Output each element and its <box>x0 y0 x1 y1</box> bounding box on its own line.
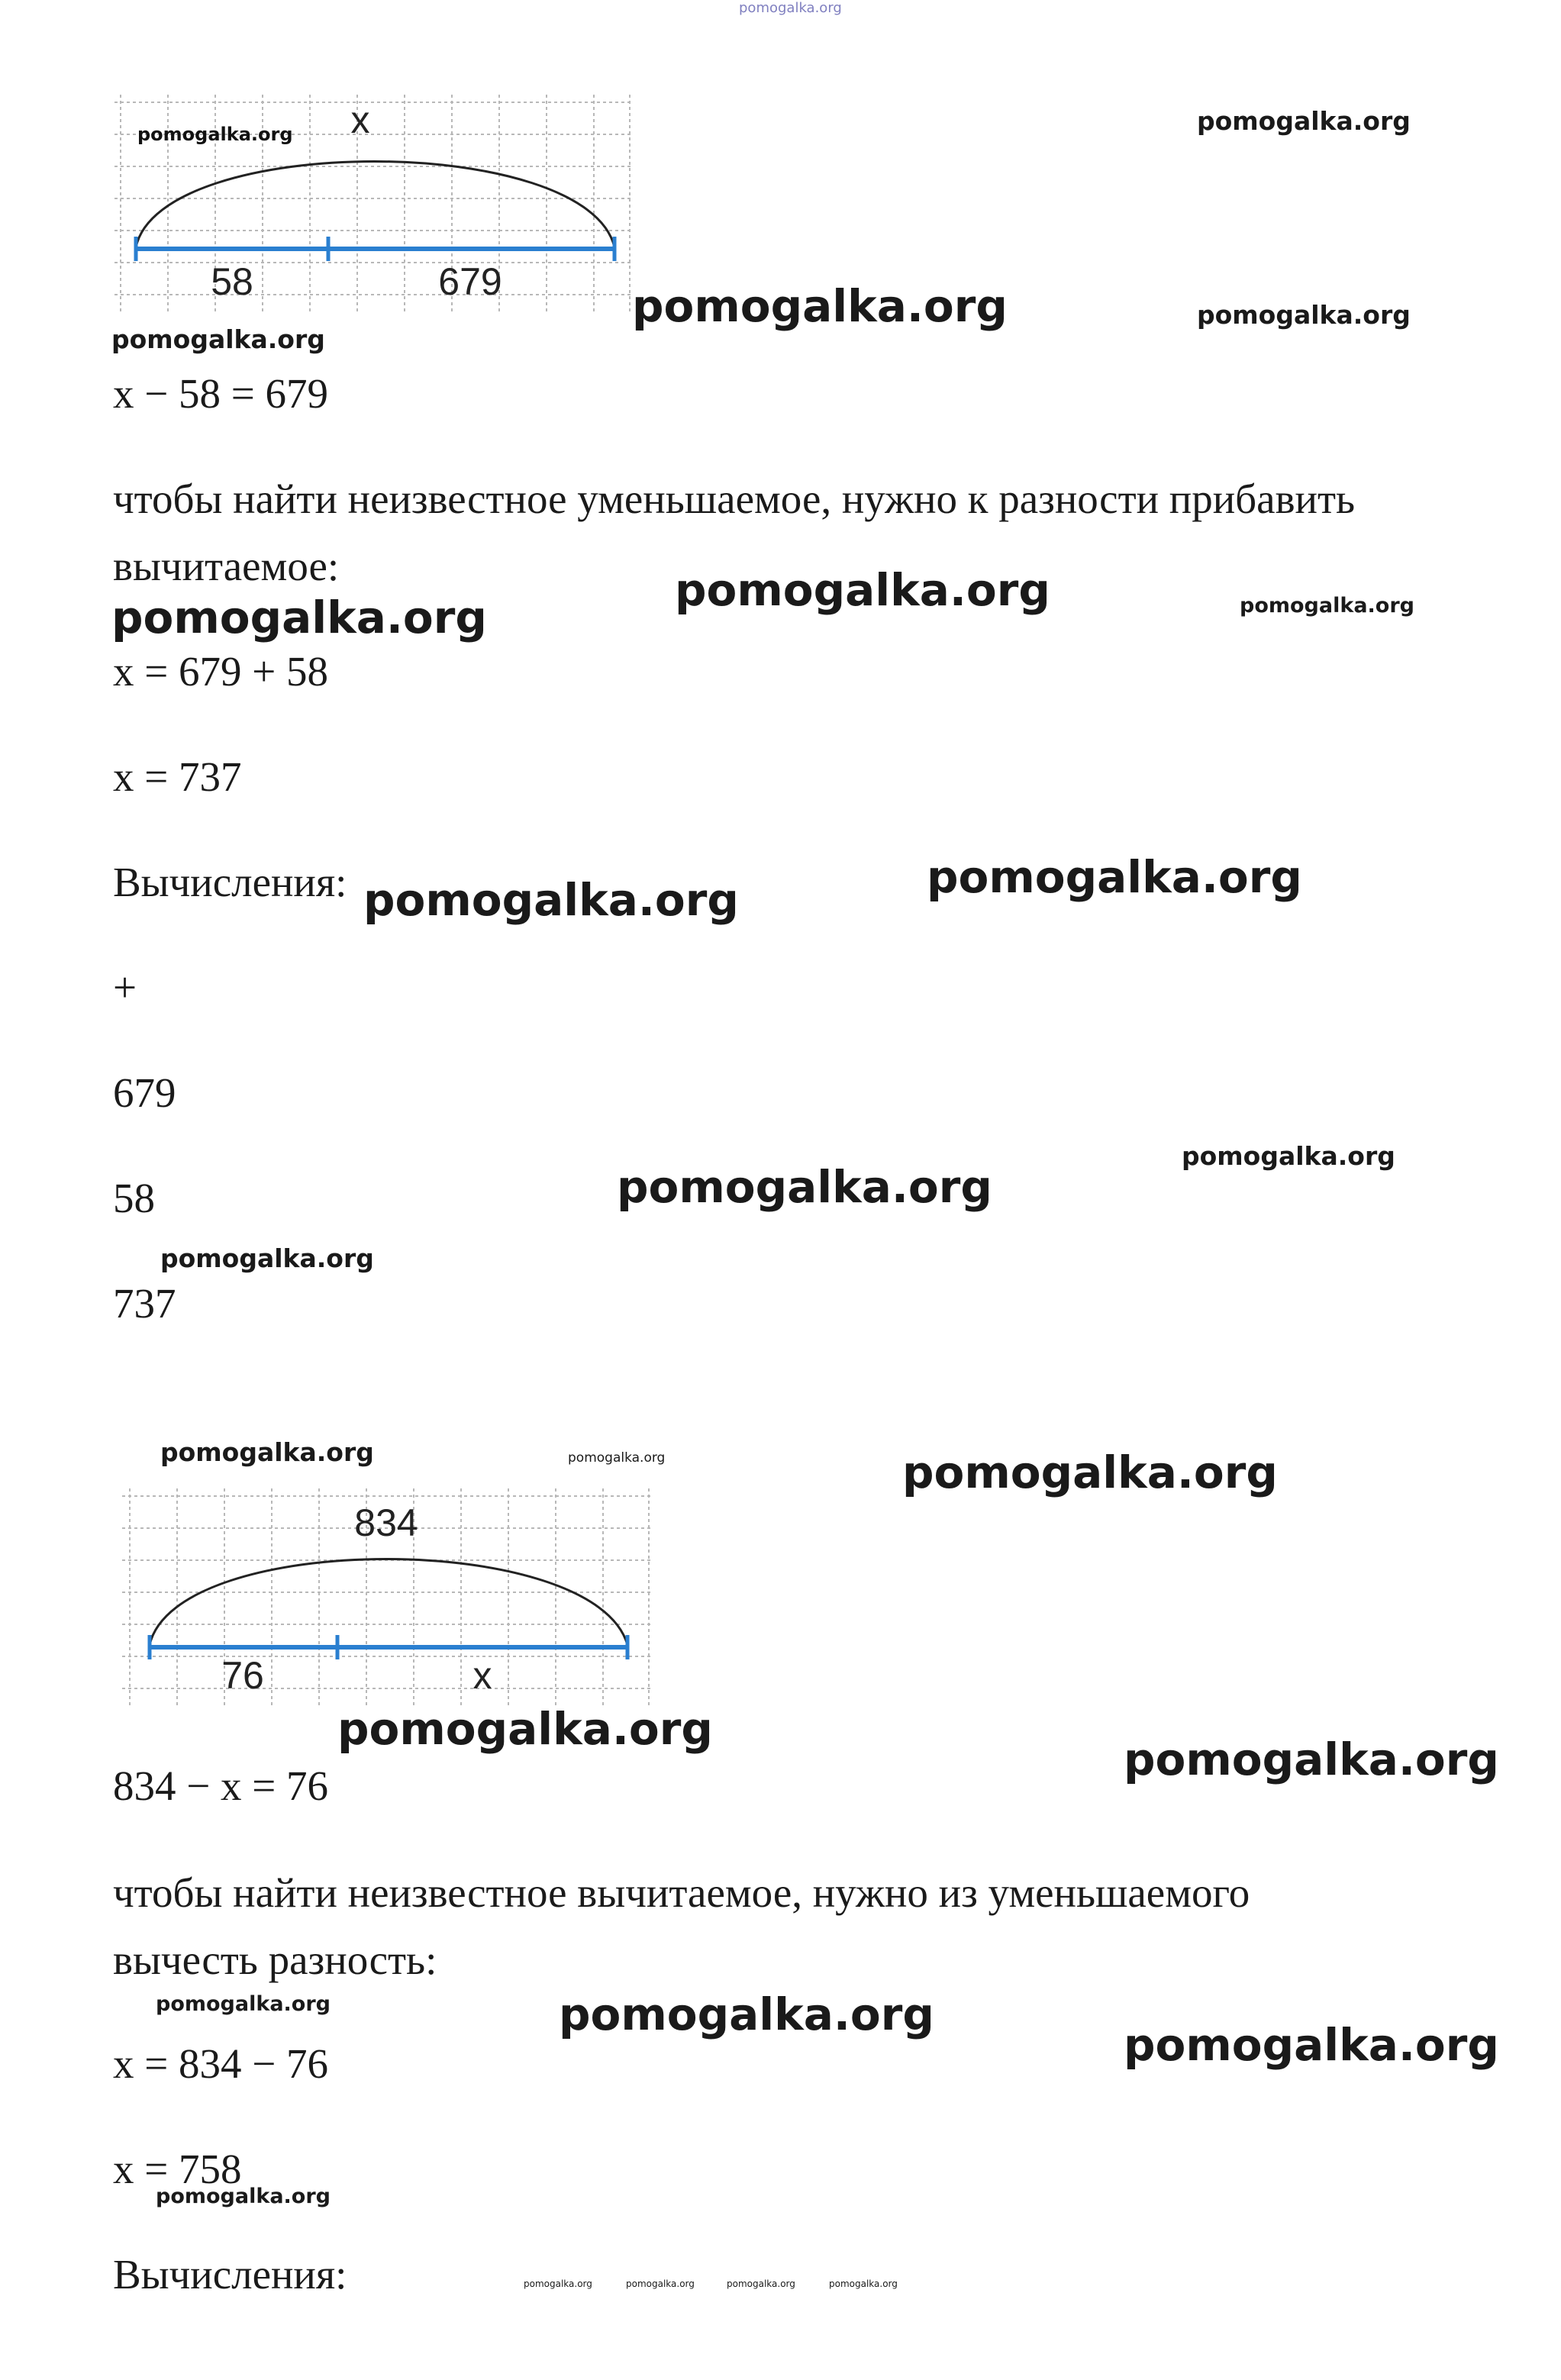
watermark: pomogalka.org <box>927 851 1302 903</box>
watermark: pomogalka.org <box>727 2278 795 2289</box>
diagram-watermark: pomogalka.org <box>137 124 293 145</box>
watermark: pomogalka.org <box>337 1703 713 1755</box>
step-1-2: x = 737 <box>113 753 242 800</box>
diagram-1-top-label: x <box>350 98 370 141</box>
watermark: pomogalka.org <box>675 564 1050 616</box>
watermark: pomogalka.org <box>1124 2019 1499 2071</box>
step-2-2: x = 758 <box>113 2146 242 2192</box>
rule-2-line-1: чтобы найти неизвестное вычитаемое, нужно из уменьшаемого <box>113 1869 1250 1916</box>
diagram-2-left-label: 76 <box>221 1654 264 1697</box>
segment-diagram-1 <box>114 95 641 316</box>
watermark: pomogalka.org <box>111 324 325 354</box>
diagram-2-right-label: x <box>472 1654 492 1697</box>
watermark: pomogalka.org <box>626 2278 695 2289</box>
watermark: pomogalka.org <box>156 1992 331 2016</box>
diagram-2-svg <box>122 1481 656 1710</box>
header-watermark: pomogalka.org <box>739 0 842 16</box>
diagram-1-left-label: 58 <box>211 260 253 303</box>
segment-diagram-2 <box>122 1481 656 1710</box>
watermark: pomogalka.org <box>1182 1141 1395 1171</box>
diagram-1-right-label: 679 <box>438 260 502 303</box>
diagram-2-top-label: 834 <box>354 1501 418 1544</box>
brace-arc <box>150 1559 627 1646</box>
watermark: pomogalka.org <box>829 2278 898 2289</box>
equation-1: x − 58 = 679 <box>113 370 329 417</box>
watermark: pomogalka.org <box>156 2185 331 2208</box>
watermark: pomogalka.org <box>568 1450 666 1466</box>
calc-sign-1: + <box>113 964 137 1011</box>
step-2-1: x = 834 − 76 <box>113 2040 329 2087</box>
watermark: pomogalka.org <box>160 1243 374 1273</box>
rule-1-line-1: чтобы найти неизвестное уменьшаемое, нужно к разности прибавить <box>113 476 1356 522</box>
watermark: pomogalka.org <box>111 592 487 643</box>
equation-2: 834 − x = 76 <box>113 1762 329 1809</box>
watermark: pomogalka.org <box>902 1446 1278 1498</box>
watermark: pomogalka.org <box>363 874 739 926</box>
calc-b-1: 58 <box>113 1175 155 1221</box>
diagram-1-svg <box>114 95 641 316</box>
watermark: pomogalka.org <box>1124 1733 1499 1785</box>
brace-arc <box>136 162 614 248</box>
watermark: pomogalka.org <box>1197 300 1411 330</box>
watermark: pomogalka.org <box>1197 106 1411 136</box>
calc-label-1: Вычисления: <box>113 859 347 905</box>
rule-1-line-2: вычитаемое: <box>113 543 340 589</box>
watermark: pomogalka.org <box>524 2278 592 2289</box>
step-1-1: x = 679 + 58 <box>113 648 329 695</box>
watermark: pomogalka.org <box>617 1161 992 1213</box>
calc-result-1: 737 <box>113 1280 176 1327</box>
watermark: pomogalka.org <box>559 1988 934 2040</box>
watermark: pomogalka.org <box>632 280 1008 332</box>
watermark: pomogalka.org <box>160 1437 374 1467</box>
calc-a-1: 679 <box>113 1069 176 1116</box>
calc-label-2: Вычисления: <box>113 2251 347 2298</box>
rule-2-line-2: вычесть разность: <box>113 1937 437 1983</box>
watermark: pomogalka.org <box>1240 594 1414 618</box>
